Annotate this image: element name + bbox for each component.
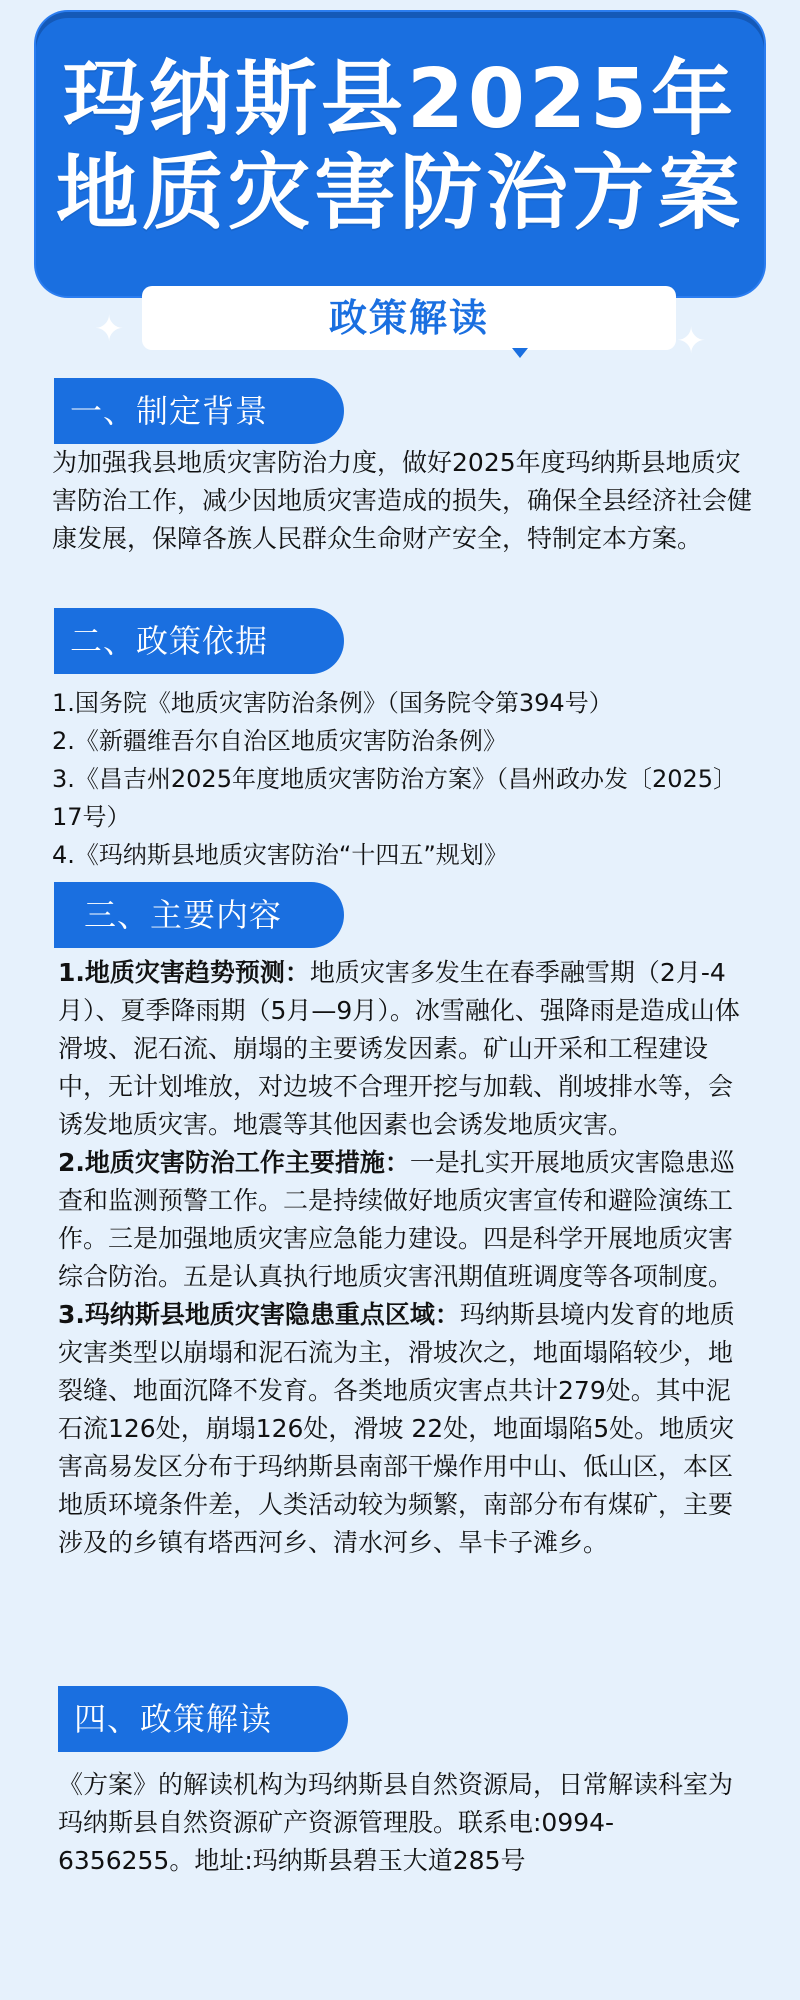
content-text: 地质灾害多发生在春季融雪期（2月-4月）、夏季降雨期（5月—9月）。冰雪融化、强降雨是造成山体滑坡、泥石流、崩塌的主要诱发因素。矿山开采和工程建设中，无计划堆放，对边坡不合理开挖与加载、削坡排水等，会诱发地质灾害。地震等其他因素也会诱发地质灾害。 <box>58 958 740 1139</box>
content-lead: 3.玛纳斯县地质灾害隐患重点区域： <box>58 1300 460 1329</box>
content-block-trend <box>58 954 750 1144</box>
section-heading-content: 三、主要内容 <box>54 882 344 948</box>
section-basis-list <box>52 684 752 874</box>
subtitle-banner: 政策解读 <box>142 286 676 350</box>
page-title-line2: 地质灾害防治方案 <box>55 146 744 241</box>
basis-item: 1.国务院《地质灾害防治条例》（国务院令第394号） <box>52 689 613 717</box>
basis-item: 3.《昌吉州2025年度地质灾害防治方案》（昌州政办发〔2025〕17号） <box>52 765 738 831</box>
section-content-body <box>58 954 750 1562</box>
basis-item: 2.《新疆维吾尔自治区地质灾害防治条例》 <box>52 727 507 755</box>
content-lead: 1.地质灾害趋势预测： <box>58 958 310 987</box>
sparkle-icon: ✦ <box>676 321 707 362</box>
content-lead: 2.地质灾害防治工作主要措施： <box>58 1148 410 1177</box>
section-heading-basis: 二、政策依据 <box>54 608 344 674</box>
section-heading-interpretation: 四、政策解读 <box>58 1686 348 1752</box>
content-text: 一是扎实开展地质灾害隐患巡查和监测预警工作。二是持续做好地质灾害宣传和避险演练工作。三是加强地质灾害应急能力建设。四是科学开展地质灾害综合防治。五是认真执行地质灾害汛期值班调度等各项制度。 <box>58 1148 735 1291</box>
section-heading-background: 一、制定背景 <box>54 378 344 444</box>
section-background-text: 为加强我县地质灾害防治力度，做好2025年度玛纳斯县地质灾害防治工作，减少因地质灾害造成的损失，确保全县经济社会健康发展，保障各族人民群众生命财产安全，特制定本方案。 <box>52 448 753 553</box>
page-title-line1: 玛纳斯县2025年 <box>62 52 738 147</box>
basis-item: 4.《玛纳斯县地质灾害防治“十四五”规划》 <box>52 841 508 869</box>
content-text: 玛纳斯县境内发育的地质灾害类型以崩塌和泥石流为主，滑坡次之，地面塌陷较少，地裂缝、地面沉降不发育。各类地质灾害点共计279处。其中泥石流126处，崩塌126处，滑坡 22处，地面塌陷5处。地质灾害高易发区分布于玛纳斯县南部干燥作用中山、低山区，本区地质环境条件差，人类活动较为频繁，南部分布有煤矿，主要涉及的乡镇有塔西河乡、清水河乡、旱卡子滩乡。 <box>58 1300 735 1557</box>
sparkle-icon: ✦ <box>94 309 125 350</box>
section-interpretation-text: 《方案》的解读机构为玛纳斯县自然资源局，日常解读科室为玛纳斯县自然资源矿产资源管理股。联系电:0994-6356255。地址:玛纳斯县碧玉大道285号 <box>58 1770 734 1875</box>
triangle-decor-icon <box>512 348 528 358</box>
title-banner <box>36 12 764 296</box>
content-block-measures <box>58 1144 750 1296</box>
content-block-key-areas <box>58 1296 750 1562</box>
